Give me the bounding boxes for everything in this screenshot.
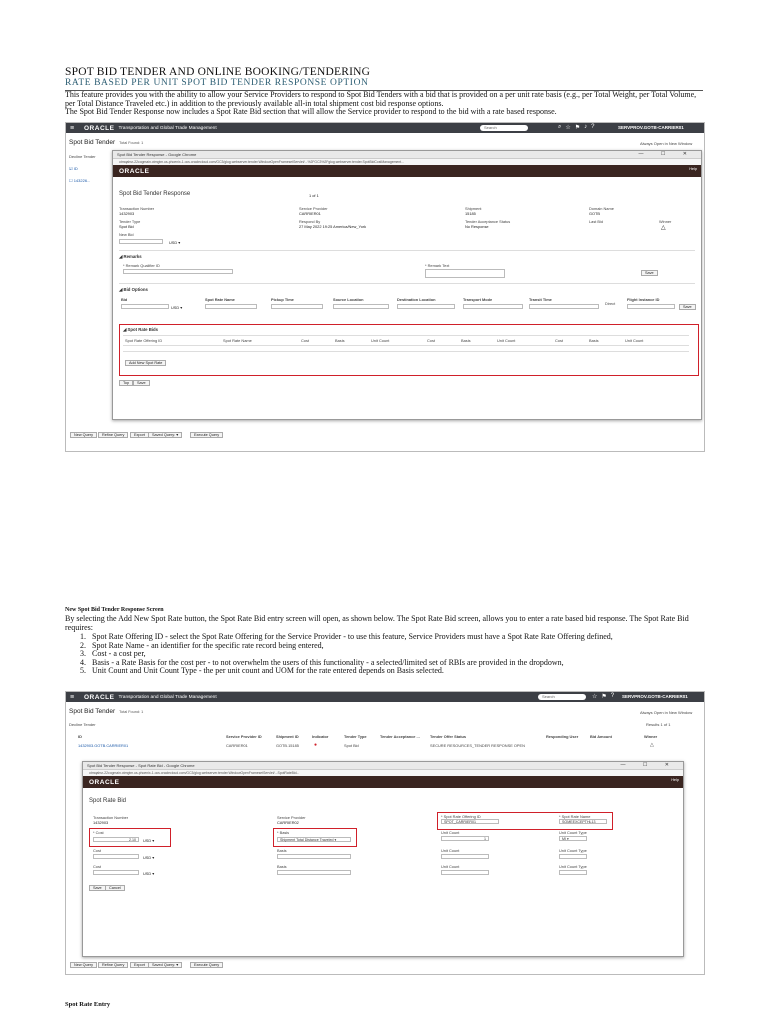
help-link[interactable]: Help xyxy=(689,167,697,171)
col-service-provider: Service Provider ID xyxy=(226,734,262,739)
spot-rate-bid-window xyxy=(82,761,684,957)
srb-cost2-header: Cost xyxy=(427,338,435,343)
remark-text-input[interactable] xyxy=(425,269,505,278)
decline-tender-button[interactable]: Decline Tender xyxy=(69,722,96,727)
srb-unit-count3-header: Unit Count xyxy=(625,338,644,343)
unit-count2-label: Unit Count xyxy=(441,848,460,853)
url-bar[interactable]: otmqahsr-22cogmain.otmgtm.us-phoenix-1.ocs.oraclecloud.com/GC3/glog.webserver.tender.WindowOpenFramesetServlet/...%2FGC3%2Fglog.webserver.tender.SpotBidCostManagement... xyxy=(113,159,701,165)
header-icons xyxy=(558,124,595,131)
unit-count-type3-label: Unit Count Type xyxy=(559,864,587,869)
warning-icon: △ xyxy=(650,742,654,748)
favorite-icon[interactable]: ☆ xyxy=(565,125,571,131)
basis-label: * Basis xyxy=(277,830,290,835)
remark-text-label: * Remark Text xyxy=(425,263,450,268)
top-button[interactable]: Top xyxy=(119,380,133,386)
srb-basis2-header: Basis xyxy=(461,338,471,343)
domain: GOTB xyxy=(589,211,601,216)
col-id: ID xyxy=(78,734,82,739)
cost2-label: Cost xyxy=(93,848,101,853)
figure-caption: Spot Rate Entry xyxy=(65,1001,111,1008)
bid-options-section[interactable]: ◢ Bid Options xyxy=(119,287,148,292)
new-query-button[interactable]: New Query xyxy=(70,432,97,438)
execute-query-button[interactable]: Execute Query xyxy=(190,432,223,438)
shipment-label: Shipment xyxy=(465,206,482,211)
cost3-input[interactable] xyxy=(93,870,139,875)
col-indicator: Indicator xyxy=(312,734,329,739)
oracle-logo: ORACLE xyxy=(89,779,120,786)
unit-count2-input[interactable] xyxy=(441,854,489,859)
window-controls[interactable]: — ☐ ✕ xyxy=(620,762,677,768)
currency-select[interactable]: USD ▾ xyxy=(143,838,155,843)
spot-rate-bids-highlight xyxy=(119,324,699,376)
pickup-time-col-header: Pickup Time xyxy=(271,297,294,302)
search-icon[interactable]: ⌕ xyxy=(558,124,562,130)
saved-query-select[interactable]: Saved Query: ▾ xyxy=(148,962,182,968)
source-location-input[interactable] xyxy=(333,304,389,309)
add-new-spot-rate-button[interactable]: Add New Spot Rate xyxy=(125,360,166,366)
transaction-number-label: Transaction Number xyxy=(93,815,129,820)
cost3-label: Cost xyxy=(93,864,101,869)
bid-currency-select[interactable]: USD ▾ xyxy=(171,305,183,310)
list-item: 2. Spot Rate Name - an identifier for the specific rate record being entered, xyxy=(80,640,324,650)
col-tender-acceptance: Tender Acceptance ... xyxy=(380,734,420,739)
oracle-logo: ORACLE xyxy=(84,124,115,132)
flight-instance-input[interactable] xyxy=(627,304,675,309)
url-bar[interactable]: otmqahsr-22cogmain.otmgtm.us-phoenix-1.ocs.oraclecloud.com/GC3/glog.webserver.tender.WindowOpenFramesetServlet/...SpotRateBid... xyxy=(83,770,683,776)
results-count: Results 1 of 1 xyxy=(646,722,671,727)
offering-label: * Spot Rate Offering ID xyxy=(441,814,481,819)
refine-query-button[interactable]: Refine Query xyxy=(98,962,128,968)
service-provider-label: Service Provider xyxy=(299,206,328,211)
flag-icon[interactable]: ⚑ xyxy=(574,125,581,131)
divider xyxy=(123,351,689,352)
divider xyxy=(119,250,695,251)
offering-select[interactable]: SPOT_CARRIER01 xyxy=(441,819,499,824)
unit-count-type-select[interactable]: MI ▾ xyxy=(559,836,587,841)
unit-count-type2-label: Unit Count Type xyxy=(559,848,587,853)
app-title: Transportation and Global Trade Management xyxy=(118,694,217,700)
domain-label: Domain Name xyxy=(589,206,614,211)
divider xyxy=(123,345,689,346)
destination-location-col-header: Destination Location xyxy=(397,297,436,302)
bid-input[interactable] xyxy=(121,304,169,309)
unit-count3-input[interactable] xyxy=(441,870,489,875)
currency-select[interactable]: USD ▾ xyxy=(169,240,181,245)
app-header xyxy=(66,123,704,133)
section2-paragraph: By selecting the Add New Spot Rate button, the Spot Rate Bid entry screen will open, as shown below. The Spot Rate Bid screen, allows you to enter a rate based bid response. The Spot Rate Bid requires: xyxy=(65,614,689,632)
screenshot-spot-bid-tender-response xyxy=(65,122,705,452)
srb-offering-header: Spot Rate Offering ID xyxy=(125,338,163,343)
col-tender-type: Tender Type xyxy=(344,734,367,739)
unit-count3-label: Unit Count xyxy=(441,864,460,869)
col-responding-user: Responding User xyxy=(546,734,579,739)
srb-unit-count-header: Unit Count xyxy=(371,338,390,343)
bell-icon[interactable]: ♪ xyxy=(584,124,588,130)
unit-count-type2-select[interactable] xyxy=(559,854,587,859)
tender-type-label: Tender Type xyxy=(119,219,141,224)
new-bid-label: New Bid xyxy=(119,232,134,237)
cost2-input[interactable] xyxy=(93,854,139,859)
srb-cost3-header: Cost xyxy=(555,338,563,343)
intro-text-2: The Spot Bid Tender Response now includes a Spot Rate Bid section that will allow the Service provider to respond to the bid with a rate based response. xyxy=(65,107,557,117)
transit-time-input[interactable] xyxy=(529,304,599,309)
srb-cost-header: Cost xyxy=(301,338,309,343)
oracle-logo: ORACLE xyxy=(84,693,115,701)
app-header xyxy=(66,692,704,702)
respond-by: 27 May 2022 19:25 America/New_York xyxy=(299,224,367,229)
new-query-button[interactable]: New Query xyxy=(70,962,97,968)
transaction-number: 1432903 xyxy=(119,211,135,216)
new-bid-input[interactable] xyxy=(119,239,163,244)
search-input[interactable]: Search xyxy=(538,694,586,700)
help-link[interactable]: Help xyxy=(671,778,679,782)
list-item: 1. Spot Rate Offering ID - select the Spot Rate Offering for the Service Provider - to use this feature, Service Providers must have a Spot Rate Rate Offering defined, xyxy=(80,632,613,641)
browser-title-bar: Spot Bid Tender Response - Spot Rate Bid - Google Chrome — ☐ ✕ xyxy=(83,762,683,770)
intro-paragraph xyxy=(65,91,705,117)
hamburger-icon[interactable]: ≡ xyxy=(70,693,75,701)
always-open-option[interactable]: Always Open in New Window xyxy=(640,141,693,146)
srb-basis3-header: Basis xyxy=(589,338,599,343)
spot-bid-response-window xyxy=(112,150,702,420)
col-winner: Winner xyxy=(644,734,658,739)
basis-select[interactable]: Shipment Total Distance Traveled ▾ xyxy=(277,837,351,842)
row-offer-status: SECURE RESOURCES_TENDER RESPONSE OPEN xyxy=(430,743,525,748)
basis3-select[interactable] xyxy=(277,870,351,875)
last-bid-label: Last Bid xyxy=(589,219,604,224)
spot-rate-bids-section[interactable]: ◢ Spot Rate Bids xyxy=(123,327,159,332)
respond-by-label: Respond By xyxy=(299,219,321,224)
srb-basis-header: Basis xyxy=(335,338,345,343)
help-icon[interactable]: ? xyxy=(610,693,615,699)
remark-qualifier-label: * Remark Qualifier ID xyxy=(123,263,160,268)
spot-rate-bid-title: Spot Rate Bid xyxy=(89,798,127,804)
source-location-col-header: Source Location xyxy=(333,297,364,302)
intro-text-1: This feature provides you with the ability to allow your Service Providers to respond to Spot Bid Tenders with a bid that is provided on a per unit rate basis (e.g., per Total Weight, per Total Volume, per Total Distance Traveled etc.) in addition to the previously available all-in total shipment cost bid response options. xyxy=(65,90,697,108)
winner-label: Winner xyxy=(659,219,672,224)
bid-col-header: Bid xyxy=(121,297,128,302)
bid-save-button[interactable]: Save xyxy=(679,304,696,310)
response-title: Spot Bid Tender Response xyxy=(119,191,191,197)
star-icon[interactable]: ☆ xyxy=(592,694,598,700)
app-title: Transportation and Global Trade Management xyxy=(118,125,217,131)
unit-count-type3-select[interactable] xyxy=(559,870,587,875)
flag-icon[interactable]: ⚑ xyxy=(601,694,607,700)
export-button[interactable]: Export xyxy=(130,962,149,968)
spot-rate-name-input[interactable] xyxy=(205,304,257,309)
direct-label: Direct xyxy=(605,301,616,306)
transport-mode-col-header: Transport Mode xyxy=(463,297,493,302)
cost-label: * Cost xyxy=(93,830,104,835)
currency2-select[interactable]: USD ▾ xyxy=(143,855,155,860)
row-service-provider: CARRIER01 xyxy=(226,743,248,748)
cancel-button[interactable]: Cancel xyxy=(105,885,125,891)
spot-rate-name-col-header: Spot Rate Name xyxy=(205,297,235,302)
row-shipment: GOTB.15185 xyxy=(276,743,299,748)
user-menu[interactable]: SERVPROV.GOTB-CARRIER01 xyxy=(622,694,688,699)
screenshot-spot-rate-bid xyxy=(65,691,705,975)
remarks-section[interactable]: ◢ Remarks xyxy=(119,254,142,259)
page-title: Spot Bid Tender Total Found: 1 xyxy=(69,708,144,715)
user-menu[interactable]: SERVPROV.GOTB-CARRIER01 xyxy=(618,125,684,130)
requirements-list xyxy=(80,633,700,676)
acceptance-status: No Response xyxy=(465,224,489,229)
list-item: 4. Basis - a Rate Basis for the cost per - to not overwhelm the users of this functionality - a selected/limited set of RBIs are provided in the dropdown, xyxy=(80,657,564,667)
always-open-option[interactable]: Always Open in New Window xyxy=(640,710,693,715)
row-tender-type: Spot Bid xyxy=(344,743,359,748)
transaction-number-label: Transaction Number xyxy=(119,206,155,211)
cost-input[interactable]: 2.10 xyxy=(93,837,139,842)
currency3-select[interactable]: USD ▾ xyxy=(143,871,155,876)
header-icons xyxy=(592,693,614,700)
id-column-header: ☑ ID xyxy=(69,166,78,171)
refine-query-button[interactable]: Refine Query xyxy=(98,432,128,438)
search-input[interactable]: Search xyxy=(480,125,528,131)
shipment: 15185 xyxy=(465,211,476,216)
execute-query-button[interactable]: Execute Query xyxy=(190,962,223,968)
page-title: Spot Bid Tender Total Found: 1 xyxy=(69,139,144,146)
service-provider-label: Service Provider xyxy=(277,815,306,820)
service-provider: CARRIER01 xyxy=(299,211,321,216)
result-row[interactable]: ☐ 143226... xyxy=(69,178,91,183)
indicator-icon: ● xyxy=(314,742,318,748)
transaction-number: 1432903 xyxy=(93,820,109,825)
col-tender-offer-status: Tender Offer Status xyxy=(430,734,467,739)
window-controls[interactable]: — ☐ ✕ xyxy=(638,151,695,157)
save-button[interactable]: Save xyxy=(89,885,106,891)
srb-unit-count2-header: Unit Count xyxy=(497,338,516,343)
destination-location-input[interactable] xyxy=(397,304,455,309)
transit-time-col-header: Transit Time xyxy=(529,297,552,302)
acceptance-status-label: Tender Acceptance Status xyxy=(465,219,511,224)
srb-name-header: Spot Rate Name xyxy=(223,338,252,343)
divider xyxy=(123,335,689,336)
save-button[interactable]: Save xyxy=(133,380,150,386)
remarks-save-button[interactable]: Save xyxy=(641,270,658,276)
hamburger-icon[interactable]: ≡ xyxy=(70,124,75,132)
spot-rate-name-input[interactable]: SOMEEXCEPTHL13 xyxy=(559,819,607,824)
export-button[interactable]: Export xyxy=(130,432,149,438)
col-bid-amount: Bid Amount xyxy=(590,734,612,739)
document-title: SPOT BID TENDER AND ONLINE BOOKING/TENDERING xyxy=(65,66,371,78)
col-shipment: Shipment ID xyxy=(276,734,299,739)
divider xyxy=(119,283,695,284)
spot-rate-name-label: * Spot Rate Name xyxy=(559,814,591,819)
document-subtitle: RATE BASED PER UNIT SPOT BID TENDER RESPONSE OPTION xyxy=(65,78,369,88)
section2-title: New Spot Bid Tender Response Screen xyxy=(65,607,164,613)
pagination: 1 of 1 xyxy=(309,193,319,198)
unit-count-input[interactable]: 1 xyxy=(441,836,489,841)
row-id[interactable]: 1432903.GOTB.CARRIER01 xyxy=(78,743,129,748)
warning-icon: △ xyxy=(661,225,666,231)
remark-qualifier-select[interactable] xyxy=(123,269,233,274)
unit-count-label: Unit Count xyxy=(441,830,460,835)
transport-mode-input[interactable] xyxy=(463,304,523,309)
oracle-banner xyxy=(113,165,701,177)
tender-type: Spot Bid xyxy=(119,224,134,229)
unit-count-type-label: Unit Count Type xyxy=(559,830,587,835)
pickup-time-input[interactable] xyxy=(271,304,323,309)
browser-title-bar: Spot Bid Tender Response - Google Chrome — ☐ ✕ xyxy=(113,151,701,159)
list-item: 5. Unit Count and Unit Count Type - the per unit count and UOM for the rate entered depends on Basis selected. xyxy=(80,666,444,676)
flight-instance-col-header: Flight Instance ID xyxy=(627,297,660,302)
saved-query-select[interactable]: Saved Query: ▾ xyxy=(148,432,182,438)
basis2-label: Basis xyxy=(277,848,287,853)
decline-tender-button[interactable]: Decline Tender xyxy=(69,154,96,159)
service-provider: CARRIER02 xyxy=(277,820,299,825)
list-item: 3. Cost - a cost per, xyxy=(80,649,146,659)
basis2-select[interactable] xyxy=(277,854,351,859)
help-icon[interactable]: ? xyxy=(591,124,595,130)
basis3-label: Basis xyxy=(277,864,287,869)
oracle-banner xyxy=(83,776,683,788)
oracle-logo: ORACLE xyxy=(119,168,150,175)
